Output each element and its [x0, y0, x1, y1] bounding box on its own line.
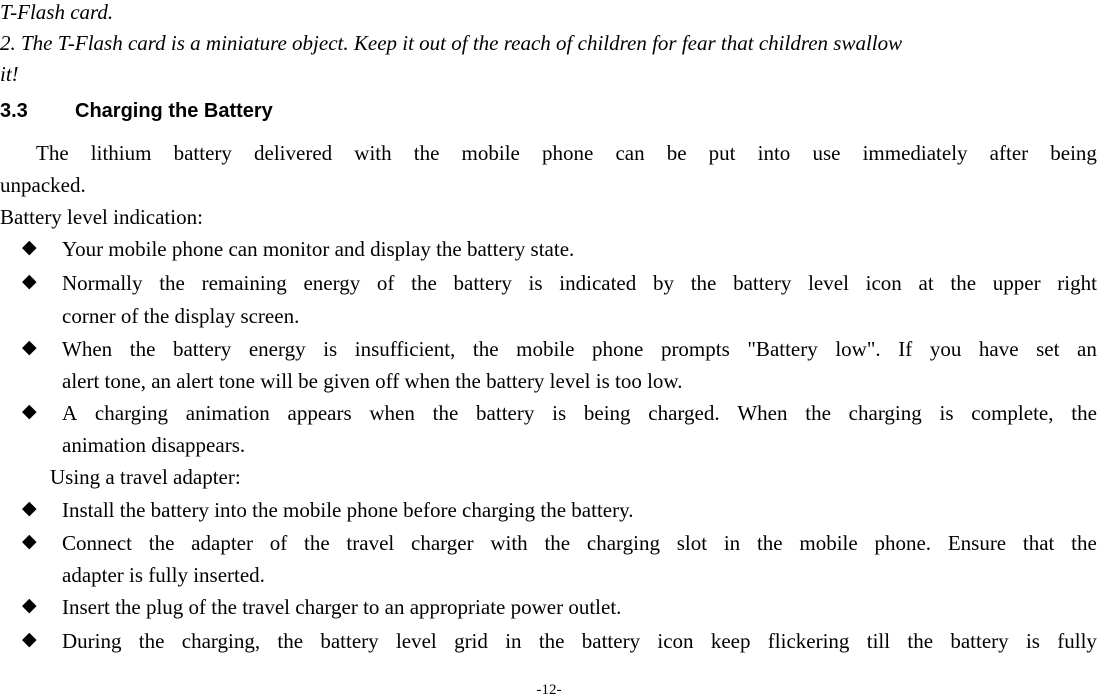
word: battery — [320, 629, 379, 653]
paragraph-line-justified — [36, 141, 1097, 165]
word: is — [939, 401, 954, 425]
bullet-text-justified — [62, 629, 1097, 653]
bullet-diamond-icon: ◆ — [22, 498, 37, 519]
paragraph-line: unpacked. — [0, 173, 86, 197]
word: "Battery — [747, 337, 818, 361]
word: fully — [1057, 629, 1097, 653]
justified-words — [62, 337, 1097, 361]
justified-words — [62, 629, 1097, 653]
word: When — [737, 401, 788, 425]
word: into — [757, 141, 791, 165]
word: is — [528, 271, 543, 295]
bullet-diamond-icon: ◆ — [22, 237, 37, 258]
word: A — [62, 401, 78, 425]
word: the — [756, 531, 783, 555]
word: If — [898, 337, 913, 361]
bullet-text: Your mobile phone can monitor and display the battery state. — [62, 237, 575, 261]
bullet-text-justified — [62, 531, 1097, 555]
word: insufficient, — [354, 337, 456, 361]
word: low". — [835, 337, 881, 361]
word: During — [62, 629, 122, 653]
word: in — [723, 531, 741, 555]
bullet-diamond-icon: ◆ — [22, 595, 37, 616]
word: of — [376, 271, 395, 295]
word: the — [432, 401, 459, 425]
word: set — [1036, 337, 1060, 361]
bullet-text-justified — [62, 337, 1097, 361]
bullet-text: Insert the plug of the travel charger to an appropriate power outlet. — [62, 595, 622, 619]
word: immediately — [862, 141, 968, 165]
word: delivered — [254, 141, 333, 165]
word: complete, — [971, 401, 1054, 425]
word: phone. — [874, 531, 932, 555]
word: is — [323, 337, 338, 361]
bullet-diamond-icon: ◆ — [22, 337, 37, 358]
bullet-text-continuation: adapter is fully inserted. — [62, 563, 265, 587]
word: upper — [992, 271, 1041, 295]
word: battery — [172, 337, 232, 361]
word: use — [812, 141, 841, 165]
word: charger — [411, 531, 474, 555]
word: icon — [865, 271, 902, 295]
word: The — [36, 141, 69, 165]
word: the — [907, 629, 934, 653]
word: with — [354, 141, 392, 165]
justified-words — [36, 141, 1097, 165]
word: energy — [303, 271, 361, 295]
word: by — [652, 271, 674, 295]
word: flickering — [767, 629, 850, 653]
word: charging — [848, 401, 922, 425]
word: till — [866, 629, 891, 653]
word: lithium — [90, 141, 152, 165]
word: charging — [94, 401, 169, 425]
word: with — [490, 531, 528, 555]
word: you — [929, 337, 962, 361]
page-number: -12- — [536, 682, 562, 698]
word: battery — [733, 271, 792, 295]
word: the — [304, 531, 330, 555]
word: battery — [950, 629, 1009, 653]
bullet-text-continuation: alert tone, an alert tone will be given off when the battery level is too low. — [62, 369, 683, 393]
word: battery — [453, 271, 512, 295]
word: charging — [586, 531, 660, 555]
word: animation — [185, 401, 270, 425]
word: battery — [581, 629, 641, 653]
word: the — [413, 141, 440, 165]
word: slot — [676, 531, 708, 555]
word: remaining — [201, 271, 287, 295]
word: Normally — [62, 271, 143, 295]
word: at — [918, 271, 934, 295]
word: be — [666, 141, 687, 165]
justified-words — [62, 401, 1097, 425]
word: the — [1071, 531, 1097, 555]
word: is — [552, 401, 567, 425]
word: prompts — [660, 337, 730, 361]
justified-words — [62, 531, 1097, 555]
intro-line: T-Flash card. — [0, 0, 114, 24]
word: Ensure — [947, 531, 1007, 555]
intro-line: it! — [0, 62, 19, 86]
bullet-diamond-icon: ◆ — [22, 531, 37, 552]
word: keep — [710, 629, 751, 653]
word: the — [277, 629, 304, 653]
bullet-text-justified — [62, 271, 1097, 295]
word: the — [129, 337, 156, 361]
travel-adapter-label: Using a travel adapter: — [50, 465, 241, 489]
word: is — [1025, 629, 1040, 653]
word: in — [505, 629, 522, 653]
word: being — [1050, 141, 1097, 165]
word: energy — [248, 337, 306, 361]
bullet-text-continuation: animation disappears. — [62, 433, 246, 457]
bullet-text: Install the battery into the mobile phone before charging the battery. — [62, 498, 634, 522]
word: the — [544, 531, 571, 555]
word: grid — [454, 629, 488, 653]
bullet-diamond-icon: ◆ — [22, 401, 37, 422]
word: indicated — [559, 271, 637, 295]
word: charging, — [181, 629, 261, 653]
word: the — [690, 271, 717, 295]
word: the — [1071, 401, 1097, 425]
bullet-text-justified — [62, 401, 1097, 425]
word: the — [538, 629, 565, 653]
bullet-diamond-icon: ◆ — [22, 271, 37, 292]
section-title: Charging the Battery — [75, 100, 273, 122]
word: can — [615, 141, 645, 165]
word: battery — [476, 401, 535, 425]
word: battery — [173, 141, 232, 165]
word: the — [138, 629, 165, 653]
word: put — [708, 141, 736, 165]
word: when — [369, 401, 415, 425]
word: the — [950, 271, 977, 295]
word: level — [395, 629, 437, 653]
word: the — [805, 401, 831, 425]
battery-level-label: Battery level indication: — [0, 205, 203, 229]
word: an — [1077, 337, 1097, 361]
word: right — [1057, 271, 1097, 295]
word: phone — [541, 141, 594, 165]
word: mobile — [799, 531, 858, 555]
word: of — [269, 531, 288, 555]
bullet-diamond-icon: ◆ — [22, 629, 37, 650]
word: the — [148, 531, 175, 555]
word: the — [159, 271, 185, 295]
word: the — [411, 271, 437, 295]
word: Connect — [62, 531, 132, 555]
word: have — [978, 337, 1019, 361]
section-number: 3.3 — [0, 100, 28, 122]
justified-words — [62, 271, 1097, 295]
word: appears — [287, 401, 352, 425]
word: the — [472, 337, 499, 361]
intro-line: 2. The T-Flash card is a miniature object. Keep it out of the reach of children for fear that children swallow — [0, 31, 903, 55]
word: charged. — [648, 401, 720, 425]
word: travel — [346, 531, 395, 555]
word: level — [808, 271, 849, 295]
word: that — [1022, 531, 1055, 555]
word: mobile — [516, 337, 575, 361]
word: icon — [657, 629, 694, 653]
word: When — [62, 337, 113, 361]
word: mobile — [461, 141, 520, 165]
word: after — [989, 141, 1029, 165]
word: phone — [592, 337, 644, 361]
bullet-text-continuation: corner of the display screen. — [62, 304, 300, 328]
section-heading — [0, 98, 273, 124]
word: being — [583, 401, 631, 425]
word: adapter — [191, 531, 253, 555]
